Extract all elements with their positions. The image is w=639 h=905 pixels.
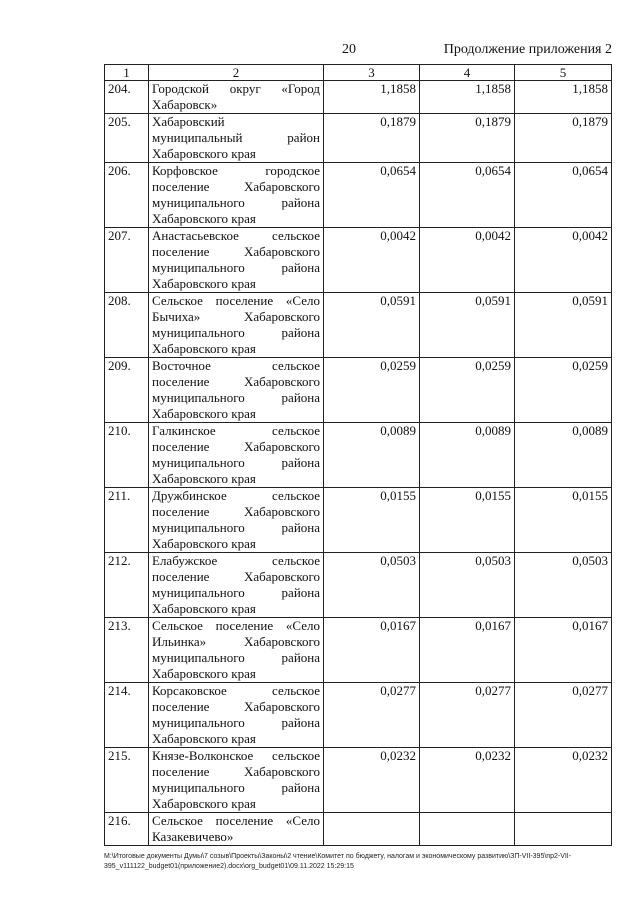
value-cell-v5: 0,0042 xyxy=(515,228,612,293)
value-cell-v5: 1,1858 xyxy=(515,81,612,114)
value-cell-v5: 0,0089 xyxy=(515,423,612,488)
column-header: 2 xyxy=(149,65,324,81)
municipality-name-line: поселение Хабаровского xyxy=(152,699,320,714)
column-header: 1 xyxy=(105,65,149,81)
table-row xyxy=(105,748,612,813)
row-number: 213. xyxy=(105,618,149,683)
value-cell-v4: 0,0042 xyxy=(420,228,515,293)
table-row xyxy=(105,293,612,358)
value-cell-v4: 0,0089 xyxy=(420,423,515,488)
column-header: 5 xyxy=(515,65,612,81)
table-row xyxy=(105,114,612,163)
value-cell-v3: 0,0089 xyxy=(324,423,420,488)
municipality-name-line: поселение Хабаровского xyxy=(152,764,320,779)
municipality-name-line: Князе-Волконское сельское xyxy=(152,748,320,763)
municipality-name-line: Хабаровского края xyxy=(152,146,256,161)
municipality-name xyxy=(149,293,324,358)
municipality-name-line: Хабаровск» xyxy=(152,97,218,112)
municipality-name-line: муниципального района xyxy=(152,585,320,600)
municipality-name-line: Хабаровского края xyxy=(152,796,256,811)
value-cell-v3: 0,0277 xyxy=(324,683,420,748)
table-header-row xyxy=(105,65,612,81)
row-number: 210. xyxy=(105,423,149,488)
municipality-name-line: Хабаровского края xyxy=(152,471,256,486)
value-cell-v3: 1,1858 xyxy=(324,81,420,114)
value-cell-v5: 0,0259 xyxy=(515,358,612,423)
value-cell-v3: 0,0503 xyxy=(324,553,420,618)
row-number: 205. xyxy=(105,114,149,163)
municipality-name-line: муниципального района xyxy=(152,260,320,275)
municipality-name xyxy=(149,813,324,846)
municipality-name-line: муниципального района xyxy=(152,195,320,210)
table-body xyxy=(105,81,612,846)
municipality-name-line: Хабаровского края xyxy=(152,211,256,226)
municipality-name xyxy=(149,748,324,813)
table-row xyxy=(105,81,612,114)
value-cell-v4: 0,0167 xyxy=(420,618,515,683)
municipality-name-line: Хабаровского края xyxy=(152,276,256,291)
municipality-name-line: поселение Хабаровского xyxy=(152,439,320,454)
value-cell-v5: 0,0167 xyxy=(515,618,612,683)
table-row xyxy=(105,163,612,228)
value-cell-v4: 0,0654 xyxy=(420,163,515,228)
value-cell-v5: 0,0503 xyxy=(515,553,612,618)
municipality-name-line: муниципального района xyxy=(152,390,320,405)
municipality-name-line: муниципального района xyxy=(152,650,320,665)
municipality-name-line: Казакевичево» xyxy=(152,829,234,844)
column-header: 3 xyxy=(324,65,420,81)
municipality-name-line: Хабаровского края xyxy=(152,406,256,421)
row-number: 215. xyxy=(105,748,149,813)
municipality-name-line: Сельское поселение «Село xyxy=(152,293,320,308)
value-cell-v4: 1,1858 xyxy=(420,81,515,114)
municipality-name-line: Хабаровский xyxy=(152,114,225,129)
column-header: 4 xyxy=(420,65,515,81)
row-number: 207. xyxy=(105,228,149,293)
value-cell-v3: 0,0232 xyxy=(324,748,420,813)
municipality-name-line: Ильинка» Хабаровского xyxy=(152,634,320,649)
municipality-name xyxy=(149,683,324,748)
value-cell-v5 xyxy=(515,813,612,846)
municipality-name-line: Хабаровского края xyxy=(152,536,256,551)
value-cell-v3: 0,0591 xyxy=(324,293,420,358)
value-cell-v4: 0,0277 xyxy=(420,683,515,748)
value-cell-v3: 0,0167 xyxy=(324,618,420,683)
municipality-name xyxy=(149,488,324,553)
municipality-name-line: Корсаковское сельское xyxy=(152,683,320,698)
municipality-name-line: поселение Хабаровского xyxy=(152,374,320,389)
table-row xyxy=(105,618,612,683)
municipality-name xyxy=(149,114,324,163)
municipality-name-line: Елабужское сельское xyxy=(152,553,320,568)
budget-table xyxy=(104,64,612,846)
municipality-name xyxy=(149,423,324,488)
table-row xyxy=(105,358,612,423)
value-cell-v4: 0,0259 xyxy=(420,358,515,423)
value-cell-v4: 0,0591 xyxy=(420,293,515,358)
value-cell-v3: 0,1879 xyxy=(324,114,420,163)
municipality-name-line: муниципального района xyxy=(152,455,320,470)
municipality-name xyxy=(149,618,324,683)
municipality-name xyxy=(149,163,324,228)
municipality-name-line: поселение Хабаровского xyxy=(152,504,320,519)
value-cell-v4: 0,0503 xyxy=(420,553,515,618)
value-cell-v5: 0,0591 xyxy=(515,293,612,358)
value-cell-v3: 0,0259 xyxy=(324,358,420,423)
municipality-name-line: Дружбинское сельское xyxy=(152,488,320,503)
municipality-name-line: Корфовское городское xyxy=(152,163,320,178)
municipality-name-line: Хабаровского края xyxy=(152,731,256,746)
value-cell-v5: 0,0654 xyxy=(515,163,612,228)
value-cell-v4: 0,1879 xyxy=(420,114,515,163)
municipality-name-line: муниципального района xyxy=(152,780,320,795)
municipality-name-line: муниципальный район xyxy=(152,130,320,145)
municipality-name xyxy=(149,553,324,618)
row-number: 204. xyxy=(105,81,149,114)
row-number: 212. xyxy=(105,553,149,618)
municipality-name-line: Хабаровского края xyxy=(152,666,256,681)
municipality-name-line: муниципального района xyxy=(152,325,320,340)
value-cell-v4: 0,0232 xyxy=(420,748,515,813)
value-cell-v4: 0,0155 xyxy=(420,488,515,553)
municipality-name xyxy=(149,81,324,114)
municipality-name xyxy=(149,228,324,293)
continuation-label: Продолжение приложения 2 xyxy=(443,42,612,57)
value-cell-v5: 0,1879 xyxy=(515,114,612,163)
municipality-name-line: Хабаровского края xyxy=(152,341,256,356)
municipality-name-line: Сельское поселение «Село xyxy=(152,618,320,633)
municipality-name-line: поселение Хабаровского xyxy=(152,179,320,194)
value-cell-v5: 0,0277 xyxy=(515,683,612,748)
value-cell-v3: 0,0042 xyxy=(324,228,420,293)
row-number: 208. xyxy=(105,293,149,358)
table-row xyxy=(105,683,612,748)
row-number: 209. xyxy=(105,358,149,423)
page-number: 20 xyxy=(342,42,356,57)
table-row xyxy=(105,813,612,846)
value-cell-v4 xyxy=(420,813,515,846)
row-number: 211. xyxy=(105,488,149,553)
municipality-name-line: Хабаровского края xyxy=(152,601,256,616)
municipality-name-line: Сельское поселение «Село xyxy=(152,813,320,828)
table-row xyxy=(105,423,612,488)
table-row xyxy=(105,228,612,293)
municipality-name-line: муниципального района xyxy=(152,520,320,535)
municipality-name xyxy=(149,358,324,423)
table-row xyxy=(105,553,612,618)
municipality-name-line: поселение Хабаровского xyxy=(152,569,320,584)
row-number: 216. xyxy=(105,813,149,846)
municipality-name-line: поселение Хабаровского xyxy=(152,244,320,259)
value-cell-v3: 0,0654 xyxy=(324,163,420,228)
municipality-name-line: Восточное сельское xyxy=(152,358,320,373)
row-number: 206. xyxy=(105,163,149,228)
municipality-name-line: муниципального района xyxy=(152,715,320,730)
table-row xyxy=(105,488,612,553)
value-cell-v3 xyxy=(324,813,420,846)
value-cell-v5: 0,0232 xyxy=(515,748,612,813)
municipality-name-line: Анастасьевское сельское xyxy=(152,228,320,243)
value-cell-v5: 0,0155 xyxy=(515,488,612,553)
municipality-name-line: Галкинское сельское xyxy=(152,423,320,438)
municipality-name-line: Бычиха» Хабаровского xyxy=(152,309,320,324)
value-cell-v3: 0,0155 xyxy=(324,488,420,553)
row-number: 214. xyxy=(105,683,149,748)
document-path-footer: M:\Итоговые документы Думы\7 созыв\Проекты\Законы\2 чтение\Комитет по бюджету, налогам и экономическому развитию\ЗП-VII-395\пр2-VII-395_v111122_budget01(приложение2).docx\org_budget01\09.11.2022 15:29:15 xyxy=(104,853,572,870)
municipality-name-line: Городской округ «Город xyxy=(152,81,320,96)
